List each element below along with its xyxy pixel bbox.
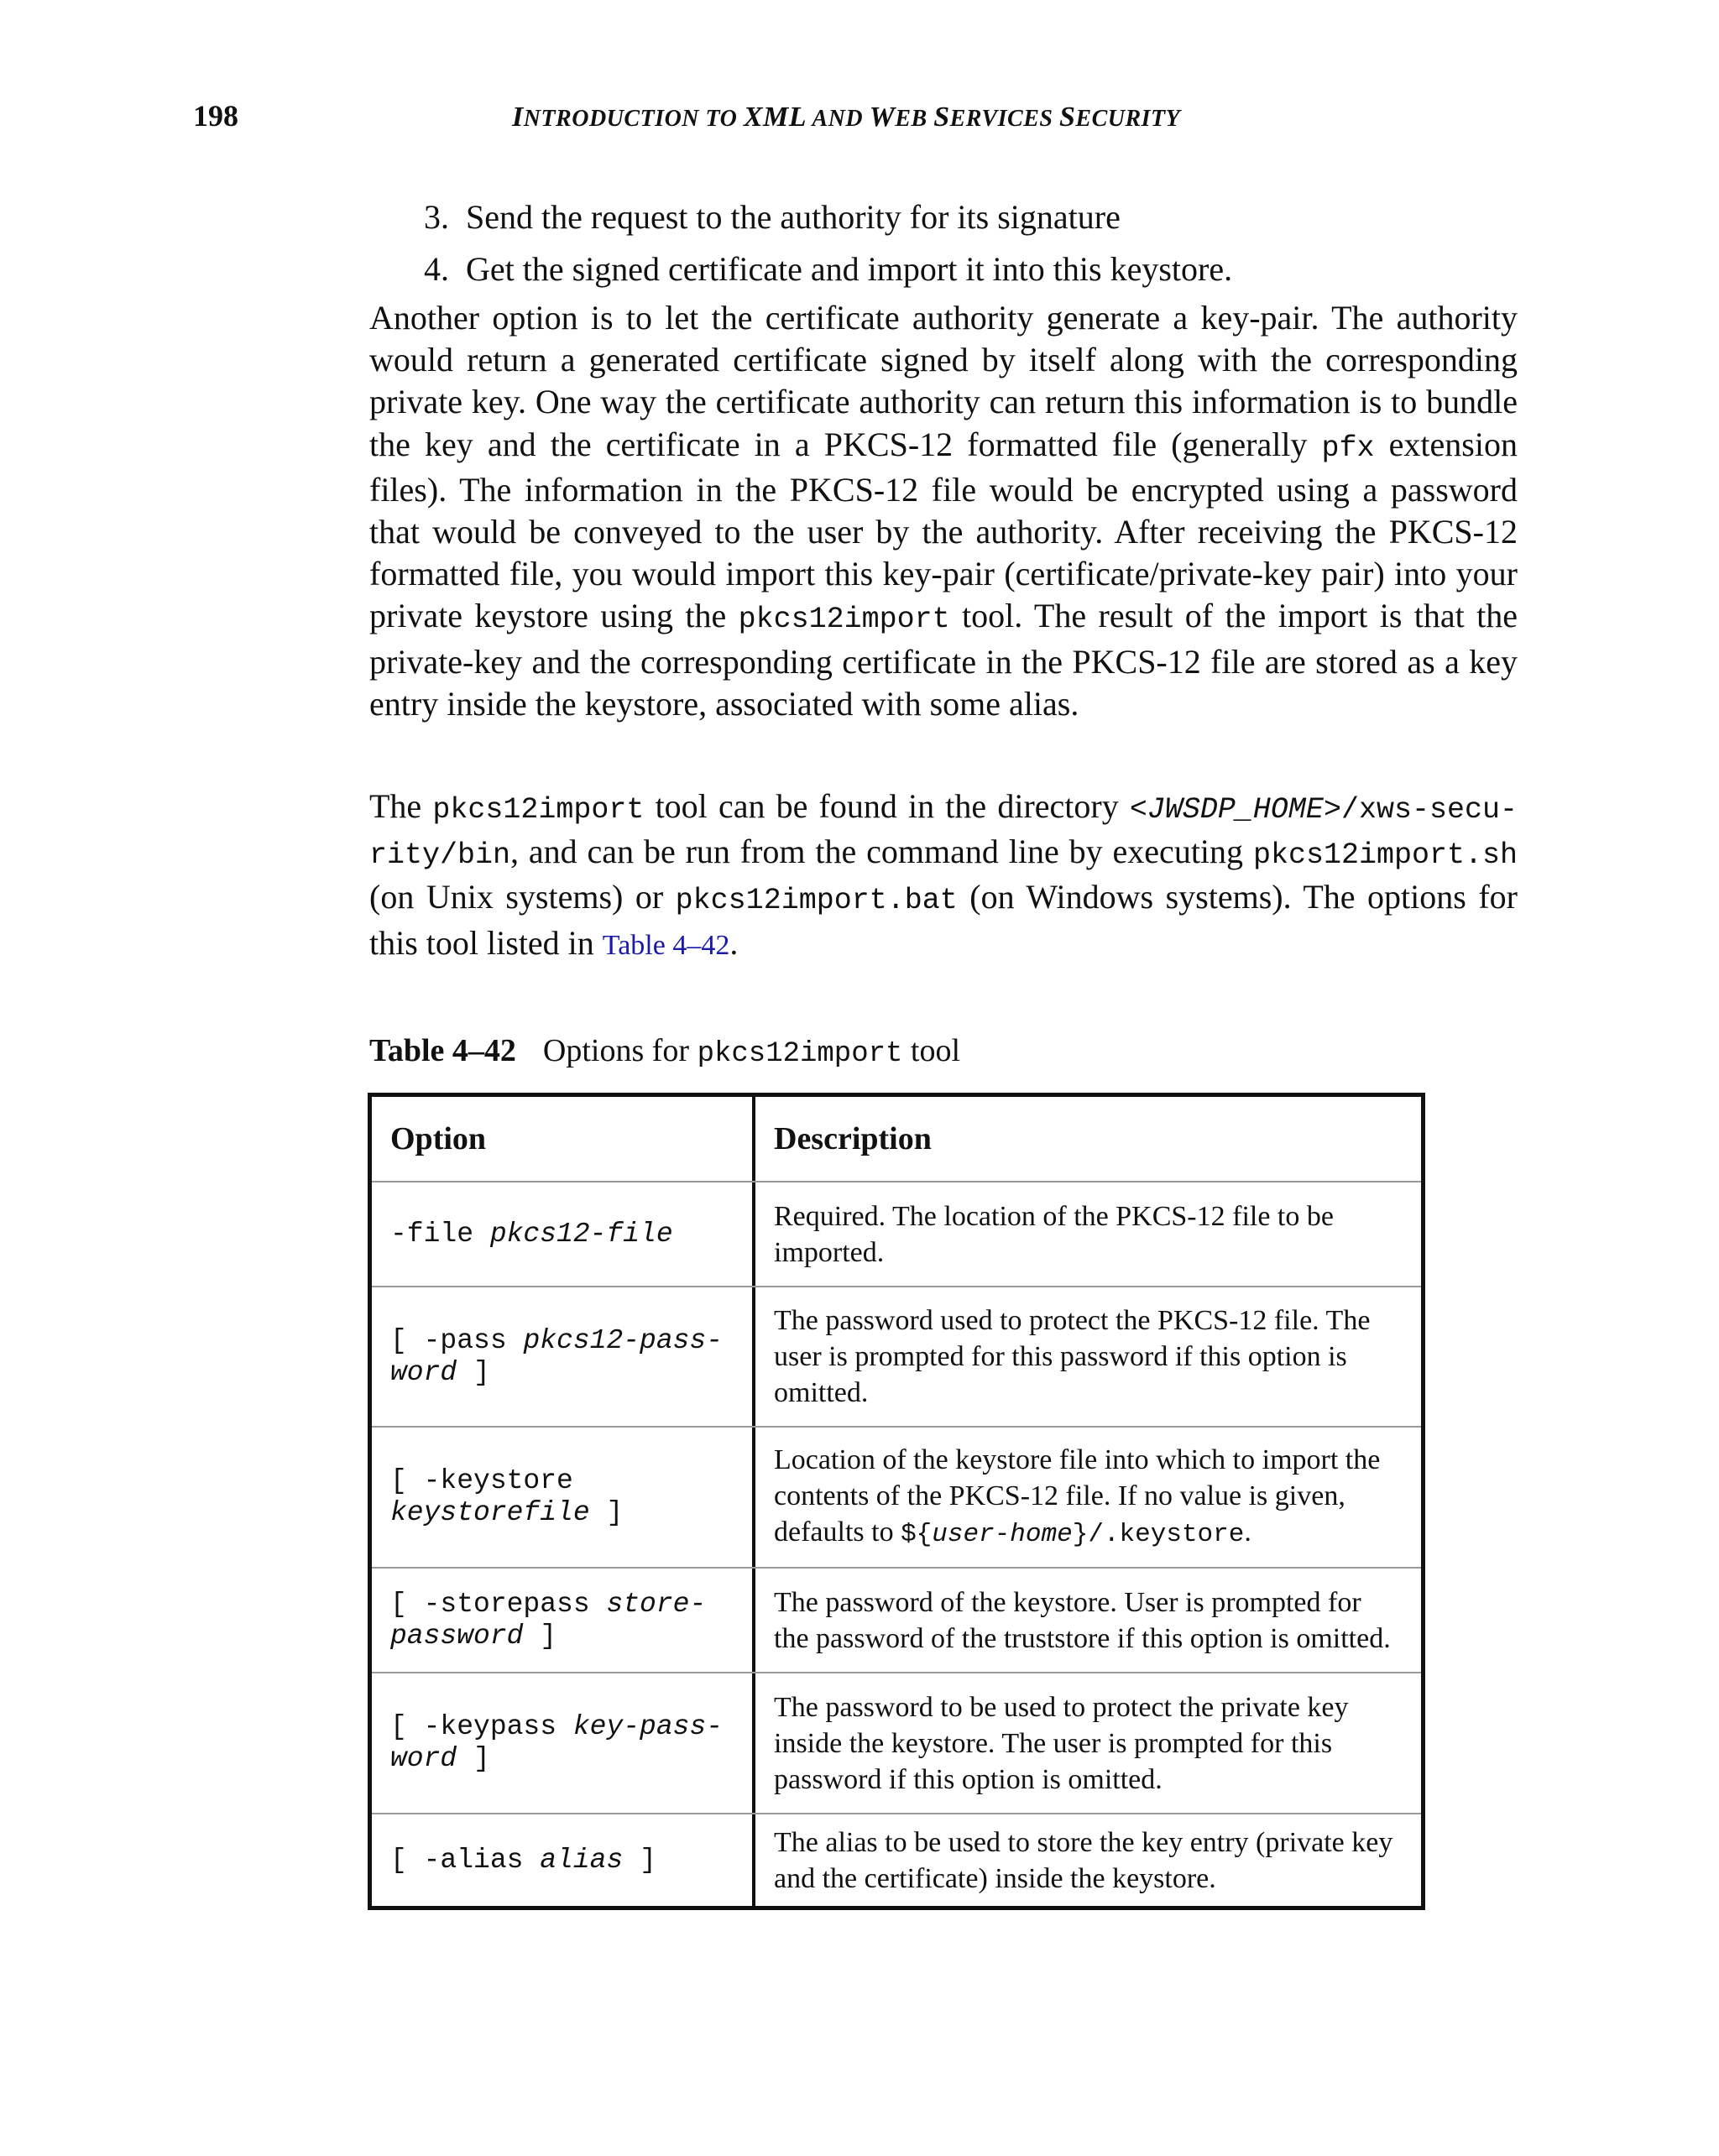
options-table bbox=[368, 1093, 1425, 1910]
table-row bbox=[372, 1672, 1421, 1813]
column-header-option: Option bbox=[372, 1097, 755, 1181]
description-cell: The password to be used to protect the private key inside the keystore. The user is prompted for this password if this option is omitted. bbox=[774, 1691, 1349, 1795]
inline-code: ${user-home}/.keystore bbox=[901, 1520, 1245, 1549]
step-text: Send the request to the authority for its signature bbox=[466, 198, 1121, 236]
option-cell: [ -keystore keystorefile ] bbox=[372, 1428, 755, 1567]
option-cell: [ -storepass storepassword ] bbox=[372, 1569, 755, 1672]
step-number: 4. bbox=[424, 250, 449, 288]
table-row bbox=[372, 1286, 1421, 1426]
inline-code: pkcs12import.bat bbox=[675, 884, 958, 918]
table-row bbox=[372, 1567, 1421, 1672]
numbered-steps bbox=[424, 191, 1515, 295]
description-cell: The password used to protect the PKCS-12 file. The user is prompted for this password if this option is omitted. bbox=[774, 1305, 1371, 1408]
step-text: Get the signed certificate and import it into this keystore. bbox=[466, 250, 1233, 288]
paragraph-tool-location: The pkcs12import tool can be found in the directory <JWSDP_HOME>/xws-security/bin, and can be run from the command line by executing pkcs12import.sh (on Unix systems) or pkcs12import.bat (on Windows systems). The options for this tool listed in Table 4–42. bbox=[369, 787, 1518, 962]
running-head: INTRODUCTION TO XML AND WEB SERVICES SECURITY bbox=[512, 102, 1181, 133]
description-cell: The password of the keystore. User is prompted for the password of the truststore if this option is omitted. bbox=[774, 1586, 1391, 1654]
description-cell: Location of the keystore file into which to import the contents of the PKCS-12 file. If no value is given, defaults to ${user-home}/.keystore. bbox=[774, 1444, 1381, 1549]
inline-code: pkcs12import bbox=[432, 793, 645, 827]
description-cell: Required. The location of the PKCS-12 file to be imported. bbox=[774, 1200, 1334, 1268]
table-caption: Table 4–42 Options for pkcs12import tool bbox=[369, 1033, 961, 1070]
paragraph-pkcs12-option: Another option is to let the certificate authority generate a key-pair. The authority would return a generated certificate signed by itself along with the corresponding private key. One way the certificate authority can return this information is to bundle the key and the certificate in a PKCS-12 formatted file (generally pfx extension files). The information in the PKCS-12 file would be encrypted using a password that would be conveyed to the user by the authority. After receiving the PKCS-12 formatted file, you would import this key-pair (certificate/private-key pair) into your private keystore using the pkcs12import tool. The result of the import is that the private-key and the corresponding certificate in the PKCS-12 file are stored as a key entry inside the keystore, associated with some alias. bbox=[369, 299, 1518, 723]
inline-code-path: <JWSDP_HOME>/xws-security/bin bbox=[369, 793, 1518, 873]
list-item bbox=[424, 243, 1515, 295]
table-label: Table 4–42 bbox=[369, 1033, 516, 1068]
option-cell: [ -pass pkcs12-password ] bbox=[372, 1287, 755, 1426]
list-item bbox=[424, 191, 1515, 243]
option-cell: -file pkcs12-file bbox=[372, 1182, 755, 1286]
inline-code: pfx bbox=[1321, 431, 1375, 465]
column-header-description: Description bbox=[774, 1121, 932, 1156]
inline-code: pkcs12import.sh bbox=[1252, 838, 1518, 873]
page-number: 198 bbox=[193, 99, 238, 133]
option-cell: [ -keypass key-password ] bbox=[372, 1673, 755, 1813]
inline-code: pkcs12import bbox=[697, 1038, 903, 1070]
inline-code: pkcs12import bbox=[738, 603, 950, 637]
table-row bbox=[372, 1181, 1421, 1286]
table-cross-reference-link[interactable]: Table 4–42 bbox=[602, 929, 730, 961]
table-row bbox=[372, 1813, 1421, 1906]
step-number: 3. bbox=[424, 198, 449, 236]
table-row bbox=[372, 1426, 1421, 1567]
option-cell: [ -alias alias ] bbox=[372, 1814, 755, 1906]
description-cell: The alias to be used to store the key entry (private key and the certificate) inside the keystore. bbox=[774, 1826, 1393, 1894]
table-header-row bbox=[372, 1097, 1421, 1181]
